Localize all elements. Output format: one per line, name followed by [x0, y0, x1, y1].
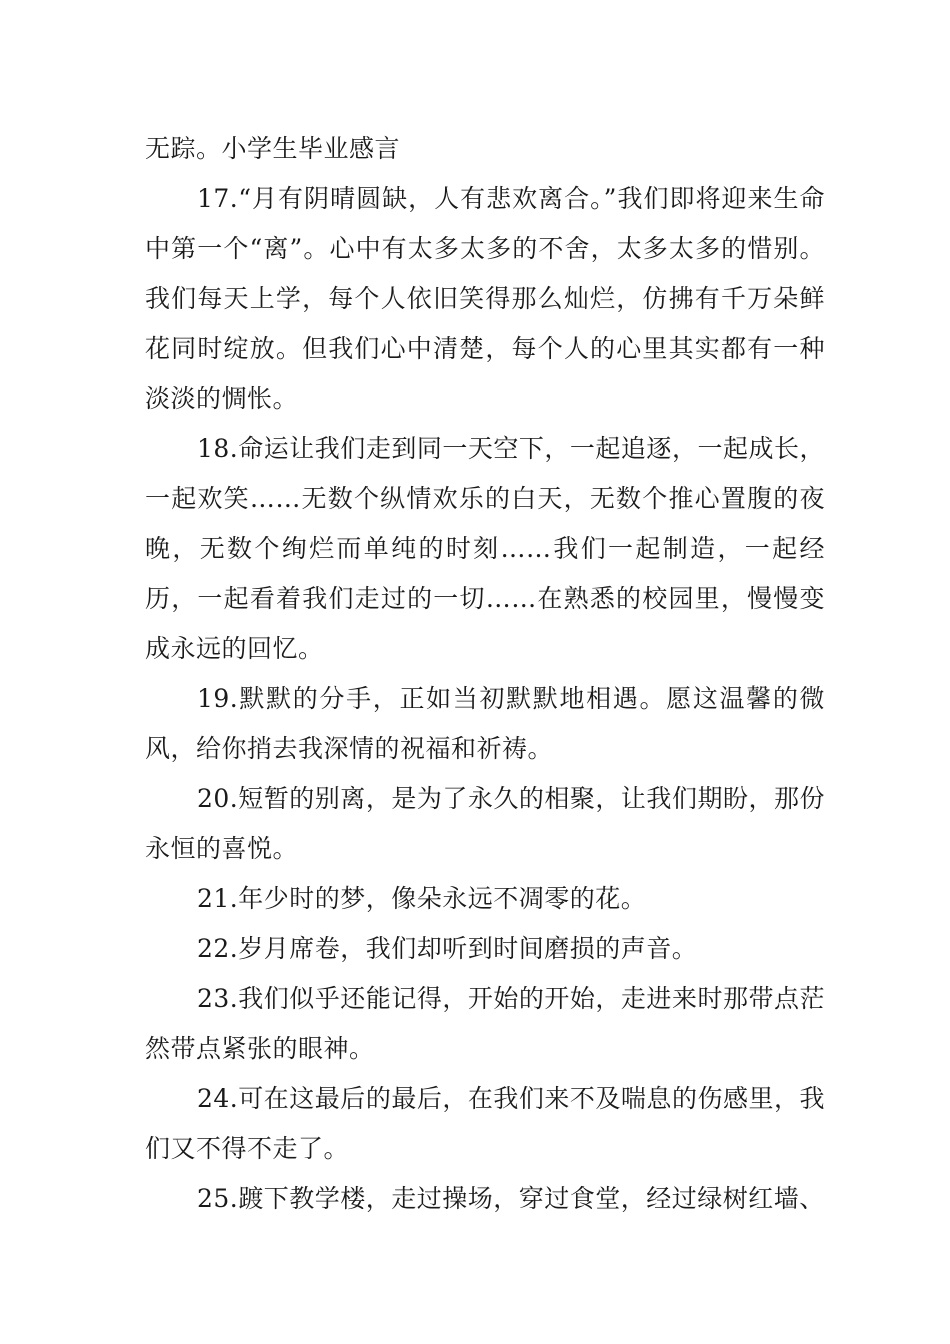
- paragraph-25: 25.踱下教学楼，走过操场，穿过食堂，经过绿树红墙、: [197, 1184, 825, 1213]
- paragraph-23: 23.我们似乎还能记得，开始的开始，走进来时那带点茫然带点紧张的眼神。: [145, 984, 825, 1063]
- paragraph-20: 20.短暂的别离，是为了永久的相聚，让我们期盼，那份永恒的喜悦。: [145, 784, 825, 863]
- paragraph-22: 22.岁月席卷，我们却听到时间磨损的声音。: [197, 934, 698, 963]
- paragraph-17: 17.“月有阴晴圆缺，人有悲欢离合。”我们即将迎来生命中第一个“离”。心中有太多太多的不舍，太多太多的惜别。我们每天上学，每个人依旧笑得那么灿烂，仿拂有千万朵鲜花同时绽放。但我们心中清楚，每个人的心里其实都有一种淡淡的惆怅。: [145, 184, 825, 413]
- document-body: [145, 124, 825, 1224]
- paragraph-18: 18.命运让我们走到同一天空下，一起追逐，一起成长，一起欢笑……无数个纵情欢乐的白天，无数个推心置腹的夜晚，无数个绚烂而单纯的时刻……我们一起制造，一起经历，一起看着我们走过的一切……在熟悉的校园里，慢慢变成永远的回忆。: [145, 434, 825, 663]
- paragraph-24: 24.可在这最后的最后，在我们来不及喘息的伤感里，我们又不得不走了。: [145, 1084, 825, 1163]
- paragraph-21: 21.年少时的梦，像朵永远不凋零的花。: [197, 884, 647, 913]
- paragraph-continuation: 无踪。小学生毕业感言: [145, 134, 401, 163]
- paragraph-19: 19.默默的分手，正如当初默默地相遇。愿这温馨的微风，给你捎去我深情的祝福和祈祷。: [145, 684, 825, 763]
